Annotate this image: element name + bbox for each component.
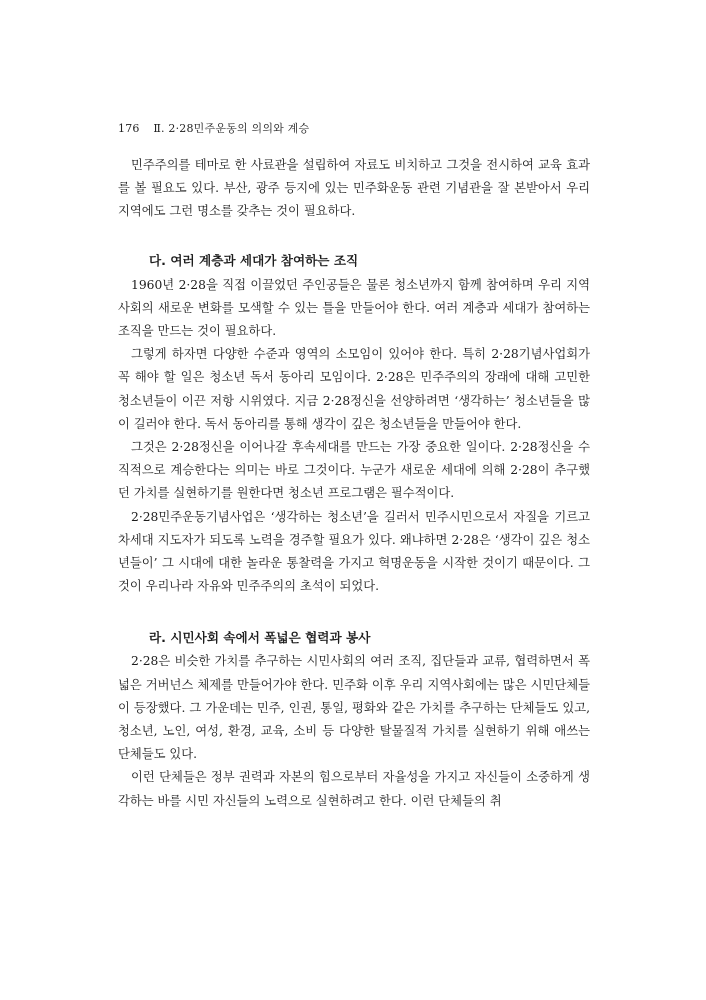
intro-paragraph: 민주주의를 테마로 한 사료관을 설립하여 자료도 비치하고 그것을 전시하여 교육 효과를 볼 필요도 있다. 부산, 광주 등지에 있는 민주화운동 관련 기념관을 잘 본받아서 우리 지역에도 그런 명소를 갖추는 것이 필요하다.	[118, 158, 590, 219]
section-da-paragraph-3: 그것은 2·28정신을 이어나갈 후속세대를 만드는 가장 중요한 일이다. 2·28정신을 수직적으로 계승한다는 의미는 바로 그것이다. 누군가 새로운 세대에 의해 2·28이 추구했던 가치를 실현하기를 원한다면 청소년 프로그램은 필수적이다.	[118, 440, 590, 501]
section-da-paragraph-4: 2·28민주운동기념사업은 ‘생각하는 청소년’을 길러서 민주시민으로서 자질을 기르고 차세대 지도자가 되도록 노력을 경주할 필요가 있다. 왜냐하면 2·28은 ‘생각이 깊은 청소년들이’ 그 시대에 대한 놀라운 통찰력을 가지고 혁명운동을 시작한 것이기 때문이다. 그것이 우리나라 자유와 민주주의의 초석이 되었다.	[118, 509, 590, 594]
running-header	[118, 120, 309, 136]
section-da-paragraph-1: 1960년 2·28을 직접 이끌었던 주인공들은 물론 청소년까지 함께 참여하며 우리 지역사회의 새로운 변화를 모색할 수 있는 틀을 만들어야 한다. 여러 계층과 세대가 참여하는 조직을 만드는 것이 필요하다.	[118, 277, 590, 339]
section-da-paragraph-2: 그렇게 하자면 다양한 수준과 영역의 소모임이 있어야 한다. 특히 2·28기념사업회가 꼭 해야 할 일은 청소년 독서 동아리 모임이다. 2·28은 민주주의의 장래에 대해 고민한 청소년들이 이끈 저항 시위였다. 지금 2·28정신을 선양하려면 ‘생각하는’ 청소년들을 많이 길러야 한다. 독서 동아리를 통해 생각이 깊은 청소년들을 만들어야 한다.	[118, 347, 590, 431]
page-number: 176	[118, 122, 140, 135]
section-ra-paragraph-1: 2·28은 비슷한 가치를 추구하는 시민사회의 여러 조직, 집단들과 교류, 협력하면서 폭 넓은 거버넌스 체제를 만들어가야 한다. 민주화 이후 우리 지역사회에는 많은 시민단체들이 등장했다. 그 가운데는 민주, 인권, 통일, 평화와 같은 가치를 추구하는 단체들도 있고, 청소년, 노인, 여성, 환경, 교육, 소비 등 다양한 탈물질적 가치를 실현하기 위해 애쓰는 단체들도 있다.	[118, 654, 590, 762]
section-heading-ra: 라. 시민사회 속에서 폭넓은 협력과 봉사	[149, 630, 371, 646]
body-text	[118, 154, 590, 813]
chapter-title: Ⅱ. 2·28민주운동의 의의와 계승	[153, 122, 310, 135]
section-heading-da: 다. 여러 계층과 세대가 참여하는 조직	[149, 252, 359, 268]
section-ra-paragraph-2: 이런 단체들은 정부 권력과 자본의 힘으로부터 자율성을 가지고 자신들이 소중하게 생각하는 바를 시민 자신들의 노력으로 실현하려고 한다. 이런 단체들의 취	[118, 770, 590, 808]
